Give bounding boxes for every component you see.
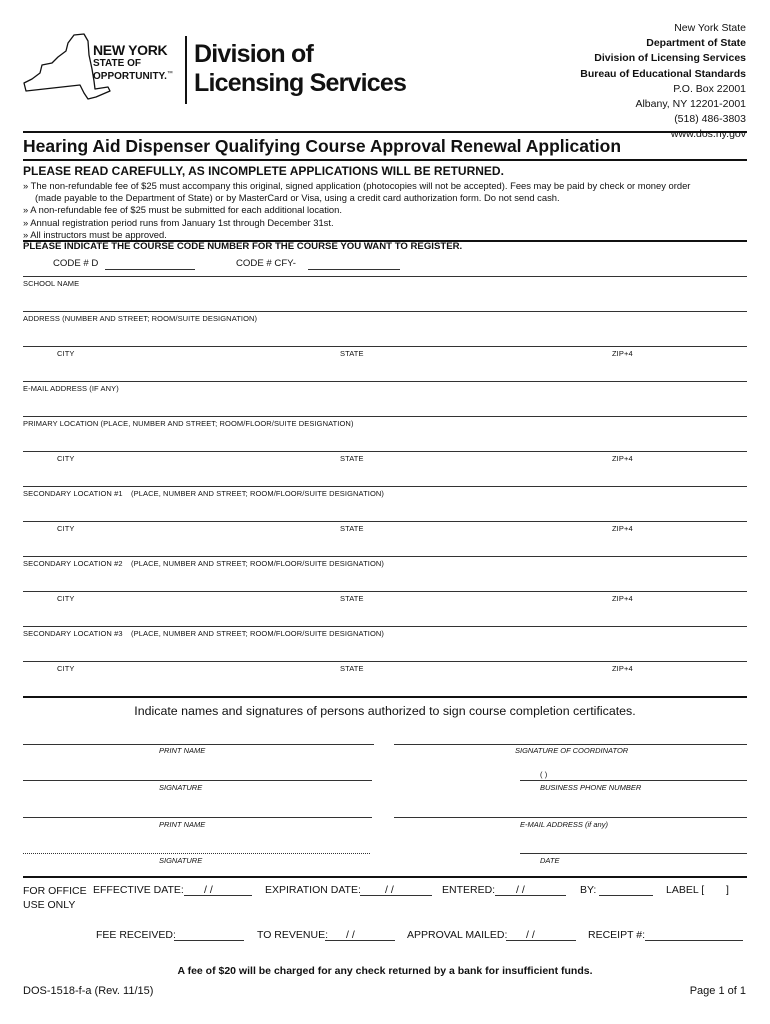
expiration-date-slashes: / / xyxy=(385,884,394,896)
division-wordmark xyxy=(194,40,406,98)
logo-trademark: ™ xyxy=(166,71,173,77)
agency-line-4: Bureau of Educational Standards xyxy=(580,67,746,80)
agency-line-7: (518) 486-3803 xyxy=(674,113,746,126)
print-name-1-field[interactable] xyxy=(23,744,374,745)
email-field[interactable] xyxy=(23,416,747,417)
secondary-1-desc: (PLACE, NUMBER AND STREET; ROOM/FLOOR/SUITE DESIGNATION) xyxy=(131,489,384,498)
logo-line-3: OPPORTUNITY. xyxy=(93,71,167,82)
secondary-1-city-state-zip-field[interactable] xyxy=(23,556,747,557)
date-field[interactable] xyxy=(520,853,747,854)
school-name-top-rule xyxy=(23,276,747,277)
email-signer-field[interactable] xyxy=(394,817,747,818)
primary-city-label: CITY xyxy=(57,454,75,463)
primary-location-label: PRIMARY LOCATION (PLACE, NUMBER AND STREET; ROOM/FLOOR/SUITE DESIGNATION) xyxy=(23,419,354,428)
primary-state-label: STATE xyxy=(340,454,364,463)
address-label: ADDRESS (NUMBER AND STREET; ROOM/SUITE DESIGNATION) xyxy=(23,314,258,323)
expiration-date-field[interactable] xyxy=(360,895,432,896)
label-field-label: LABEL [ xyxy=(666,884,705,896)
page-number: Page 1 of 1 xyxy=(689,985,746,997)
entered-field[interactable] xyxy=(495,895,566,896)
by-label: BY: xyxy=(580,884,597,896)
secondary-3-desc: (PLACE, NUMBER AND STREET; ROOM/FLOOR/SUITE DESIGNATION) xyxy=(131,629,384,638)
secondary-3-zip-label: ZIP+4 xyxy=(612,664,633,673)
primary-city-state-zip-field[interactable] xyxy=(23,486,747,487)
signers-instruction: Indicate names and signatures of persons authorized to sign course completion certificates. xyxy=(134,704,636,718)
agency-line-3: Division of Licensing Services xyxy=(594,52,746,65)
agency-line-5: P.O. Box 22001 xyxy=(673,82,746,95)
approval-mailed-field[interactable] xyxy=(506,940,576,941)
email-label: E-MAIL ADDRESS (IF ANY) xyxy=(23,384,119,393)
division-line-2: Licensing Services xyxy=(194,69,407,97)
agency-address xyxy=(580,21,746,143)
note-2: » A non-refundable fee of $25 must be submitted for each additional location. xyxy=(23,204,342,216)
secondary-2-desc: (PLACE, NUMBER AND STREET; ROOM/FLOOR/SUITE DESIGNATION) xyxy=(131,559,384,568)
date-label: DATE xyxy=(540,856,560,865)
city-label: CITY xyxy=(57,349,75,358)
signature-2-label: SIGNATURE xyxy=(159,856,203,865)
signature-1-field[interactable] xyxy=(23,780,372,781)
school-name-field[interactable] xyxy=(23,311,747,312)
secondary-3-label: SECONDARY LOCATION #3 xyxy=(23,629,123,638)
to-revenue-field[interactable] xyxy=(325,940,395,941)
ny-logo-wordmark xyxy=(93,42,173,82)
code-cfy-label: CODE # CFY- xyxy=(236,258,296,269)
secondary-1-city-label: CITY xyxy=(57,524,75,533)
entered-label: ENTERED: xyxy=(442,884,496,896)
returned-check-fee-note: A fee of $20 will be charged for any check returned by a bank for insufficient funds. xyxy=(177,965,593,977)
instruction-notes xyxy=(23,180,748,241)
title-rule xyxy=(23,159,747,161)
approval-mailed-label: APPROVAL MAILED: xyxy=(407,929,508,941)
note-1: » The non-refundable fee of $25 must accompany this original, signed application (photocopies will not be accepted). Fees may be paid by check or money order xyxy=(23,180,691,191)
receipt-field[interactable] xyxy=(645,940,743,941)
secondary-2-city-state-zip-field[interactable] xyxy=(23,626,747,627)
business-phone-label: BUSINESS PHONE NUMBER xyxy=(540,783,642,792)
code-cfy-field[interactable] xyxy=(308,269,400,270)
effective-date-slashes: / / xyxy=(204,884,213,896)
entered-slashes: / / xyxy=(516,884,525,896)
form-number: DOS-1518-f-a (Rev. 11/15) xyxy=(23,985,154,997)
print-name-1-label: PRINT NAME xyxy=(159,746,206,755)
approval-mailed-slashes: / / xyxy=(526,929,535,941)
state-label: STATE xyxy=(340,349,364,358)
secondary-2-city-label: CITY xyxy=(57,594,75,603)
for-office-line-2: USE ONLY xyxy=(23,899,76,911)
secondary-1-zip-label: ZIP+4 xyxy=(612,524,633,533)
form-title: Hearing Aid Dispenser Qualifying Course Approval Renewal Application xyxy=(23,136,622,156)
agency-line-2: Department of State xyxy=(646,37,746,50)
school-name-label: SCHOOL NAME xyxy=(23,279,80,288)
zip-label: ZIP+4 xyxy=(612,349,633,358)
email-signer-label: E-MAIL ADDRESS (if any) xyxy=(520,820,608,829)
office-rule xyxy=(23,876,747,878)
secondary-2-zip-label: ZIP+4 xyxy=(612,594,633,603)
for-office-line-1: FOR OFFICE xyxy=(23,885,87,897)
note-3: » Annual registration period runs from January 1st through December 31st. xyxy=(23,216,334,228)
logo-line-1: NEW YORK xyxy=(93,42,168,58)
to-revenue-slashes: / / xyxy=(346,929,355,941)
effective-date-label: EFFECTIVE DATE: xyxy=(93,884,184,896)
secondary-2-state-label: STATE xyxy=(340,594,364,603)
agency-line-1: New York State xyxy=(674,22,746,34)
fee-received-label: FEE RECEIVED: xyxy=(96,929,176,941)
code-d-label: CODE # D xyxy=(53,258,99,269)
code-d-field[interactable] xyxy=(105,269,195,270)
primary-zip-label: ZIP+4 xyxy=(612,454,633,463)
to-revenue-label: TO REVENUE: xyxy=(257,929,328,941)
logo-line-2: STATE OF xyxy=(93,58,141,69)
phone-area-code-parens: ( ) xyxy=(540,770,548,779)
secondary-1-label: SECONDARY LOCATION #1 xyxy=(23,489,123,498)
by-field[interactable] xyxy=(599,895,653,896)
signature-2-field[interactable] xyxy=(23,853,370,854)
effective-date-field[interactable] xyxy=(184,895,252,896)
secondary-2-label: SECONDARY LOCATION #2 xyxy=(23,559,123,568)
division-line-1: Division of xyxy=(194,40,313,68)
secondary-1-field[interactable] xyxy=(23,521,747,522)
please-read-warning: PLEASE READ CAREFULLY, AS INCOMPLETE APPLICATIONS WILL BE RETURNED. xyxy=(23,164,504,178)
course-code-instruction: PLEASE INDICATE THE COURSE CODE NUMBER FOR THE COURSE YOU WANT TO REGISTER. xyxy=(23,241,463,252)
receipt-label: RECEIPT #: xyxy=(588,929,645,941)
primary-location-field[interactable] xyxy=(23,451,747,452)
secondary-2-field[interactable] xyxy=(23,591,747,592)
note-1-cont: (made payable to the Department of State) or by MasterCard or Visa, using a credit card authorization form. Do not send cash. xyxy=(35,192,560,204)
address-field[interactable] xyxy=(23,346,747,347)
for-office-use-label xyxy=(23,884,87,912)
agency-line-8: www.dos.ny.gov xyxy=(670,128,746,141)
note-4: » All instructors must be approved. xyxy=(23,228,167,240)
label-bracket-close: ] xyxy=(726,884,729,896)
print-name-2-label: PRINT NAME xyxy=(159,820,206,829)
signature-1-label: SIGNATURE xyxy=(159,783,203,792)
secondary-3-city-label: CITY xyxy=(57,664,75,673)
coordinator-signature-field[interactable] xyxy=(394,744,747,745)
print-name-2-field[interactable] xyxy=(23,817,372,818)
logo-divider xyxy=(185,36,187,104)
coordinator-signature-label: SIGNATURE OF COORDINATOR xyxy=(515,746,629,755)
city-state-zip-field[interactable] xyxy=(23,381,747,382)
secondary-3-state-label: STATE xyxy=(340,664,364,673)
fee-received-field[interactable] xyxy=(174,940,244,941)
secondary-1-state-label: STATE xyxy=(340,524,364,533)
header-rule xyxy=(23,131,747,133)
secondary-3-city-state-zip-field[interactable] xyxy=(23,696,747,698)
secondary-3-field[interactable] xyxy=(23,661,747,662)
agency-line-6: Albany, NY 12201-2001 xyxy=(635,98,746,111)
business-phone-field[interactable] xyxy=(520,780,747,781)
expiration-date-label: EXPIRATION DATE: xyxy=(265,884,361,896)
